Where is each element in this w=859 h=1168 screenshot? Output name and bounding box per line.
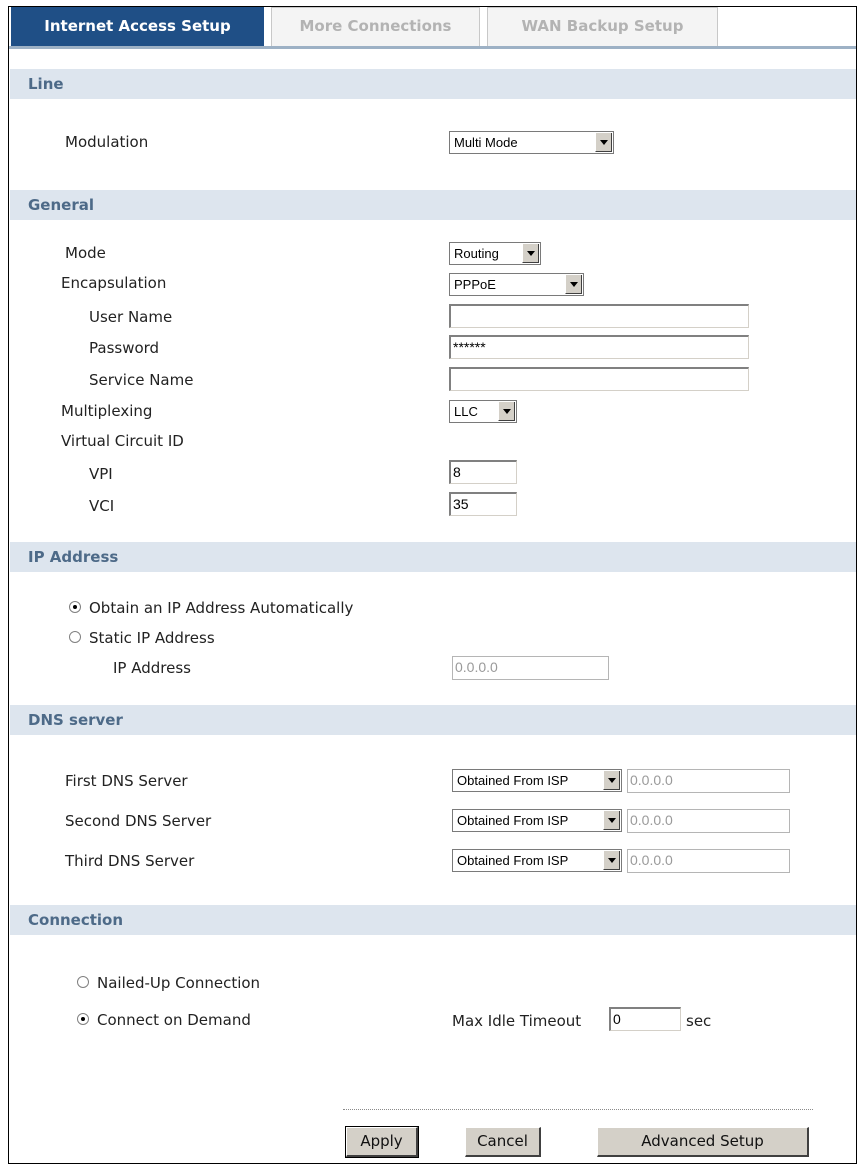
encapsulation-select-value: PPPoE [454, 277, 496, 292]
cancel-button[interactable]: Cancel [465, 1127, 541, 1157]
user-name-label: User Name [89, 308, 173, 326]
encapsulation-select[interactable] [449, 273, 584, 296]
dns-row-label: Third DNS Server [65, 852, 195, 870]
max-idle-timeout-input[interactable]: 0 [609, 1007, 681, 1031]
connect-on-demand-radio[interactable] [77, 1013, 89, 1025]
chevron-down-icon[interactable] [603, 851, 620, 870]
mode-select-value: Routing [454, 246, 499, 261]
max-idle-unit-label: sec [686, 1012, 712, 1030]
tab-internet-access-setup[interactable]: Internet Access Setup [11, 7, 264, 46]
virtual-circuit-id-label: Virtual Circuit ID [61, 432, 184, 450]
third-dns-select[interactable] [452, 849, 622, 872]
vci-label: VCI [89, 497, 115, 515]
advanced-setup-button[interactable]: Advanced Setup [597, 1127, 809, 1157]
modulation-select-value: Multi Mode [454, 135, 518, 150]
chevron-down-icon[interactable] [522, 244, 539, 263]
ip-address-label: IP Address [113, 659, 191, 677]
section-dns-server-header: DNS server [10, 705, 856, 735]
mode-select[interactable] [449, 242, 541, 265]
section-ip-address-header: IP Address [10, 542, 856, 572]
service-name-input[interactable] [449, 367, 749, 391]
first-dns-ip-input[interactable]: 0.0.0.0 [627, 769, 790, 793]
nailed-up-label: Nailed-Up Connection [97, 974, 261, 992]
section-connection-header: Connection [10, 905, 856, 935]
dns-row-label: First DNS Server [65, 772, 188, 790]
static-ip-label: Static IP Address [89, 629, 215, 647]
modulation-select[interactable] [449, 131, 614, 154]
password-input[interactable]: ****** [449, 335, 749, 359]
connect-on-demand-label: Connect on Demand [97, 1011, 251, 1029]
ip-address-input[interactable]: 0.0.0.0 [452, 656, 609, 680]
setup-panel [8, 6, 857, 1164]
max-idle-timeout-label: Max Idle Timeout [452, 1012, 582, 1030]
password-label: Password [89, 339, 160, 357]
tab-more-connections[interactable]: More Connections [271, 7, 480, 46]
first-dns-select[interactable] [452, 769, 622, 792]
apply-button[interactable]: Apply [346, 1127, 418, 1157]
dns-select-value: Obtained From ISP [457, 773, 569, 788]
multiplexing-label: Multiplexing [61, 402, 153, 420]
vpi-label: VPI [89, 465, 113, 483]
tab-bar [9, 7, 856, 49]
vci-input[interactable]: 35 [449, 492, 517, 516]
chevron-down-icon[interactable] [603, 811, 620, 830]
user-name-input[interactable] [449, 304, 749, 328]
obtain-ip-auto-label: Obtain an IP Address Automatically [89, 599, 354, 617]
nailed-up-radio[interactable] [77, 976, 89, 988]
dns-row-label: Second DNS Server [65, 812, 212, 830]
service-name-label: Service Name [89, 371, 194, 389]
vpi-input[interactable]: 8 [449, 460, 517, 484]
chevron-down-icon[interactable] [603, 771, 620, 790]
chevron-down-icon[interactable] [565, 275, 582, 294]
static-ip-radio[interactable] [69, 631, 81, 643]
multiplexing-select-value: LLC [454, 404, 478, 419]
section-line-header: Line [10, 69, 856, 99]
encapsulation-label: Encapsulation [61, 274, 167, 292]
second-dns-ip-input[interactable]: 0.0.0.0 [627, 809, 790, 833]
multiplexing-select[interactable] [449, 400, 517, 423]
chevron-down-icon[interactable] [498, 402, 515, 421]
section-general-header: General [10, 190, 856, 220]
mode-label: Mode [65, 244, 106, 262]
button-divider [343, 1109, 813, 1110]
obtain-ip-auto-radio[interactable] [69, 601, 81, 613]
dns-select-value: Obtained From ISP [457, 853, 569, 868]
modulation-label: Modulation [65, 133, 149, 151]
tab-wan-backup-setup[interactable]: WAN Backup Setup [487, 7, 718, 46]
second-dns-select[interactable] [452, 809, 622, 832]
dns-select-value: Obtained From ISP [457, 813, 569, 828]
chevron-down-icon[interactable] [595, 133, 612, 152]
third-dns-ip-input[interactable]: 0.0.0.0 [627, 849, 790, 873]
